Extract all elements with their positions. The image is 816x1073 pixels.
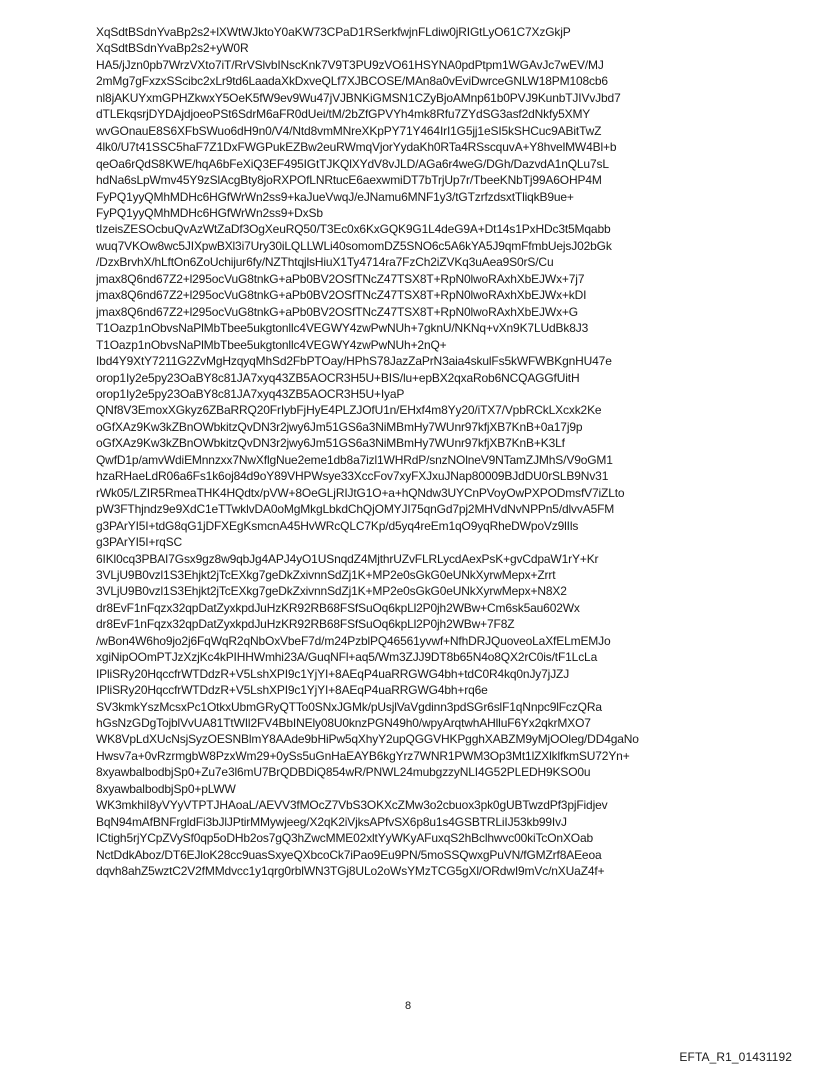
text-line: dTLEkqsrjDYDAjdjoeoPSt6SdrM6aFR0dUei/tM/2bZfGPVYh4mk8Rfu7ZYdSG3asf2dNkfy5XMY bbox=[96, 107, 591, 122]
text-line: XqSdtBSdnYvaBp2s2+yW0R bbox=[96, 41, 249, 56]
text-line: 4lk0/U7t41SSC5haF7Z1DxFWGPukEZBw2euRWmqVjorYydaKh0RTa4RSscquvA+Y8hvelMW4Bl+b bbox=[96, 140, 617, 155]
text-line: XqSdtBSdnYvaBp2s2+lXWtWJktoY0aKW73CPaD1RSerkfwjnFLdiw0jRIGtLyO61C7XzGkjP bbox=[96, 25, 571, 39]
text-line: /DzxBrvhX/hLftOn6ZoUchijur6fy/NZThtqjlsHiuX1Ty4714ra7FzCh2iZVKq3uAea9S0rS/Cu bbox=[96, 255, 554, 270]
text-line: jmax8Q6nd67Z2+l295ocVuG8tnkG+aPb0BV2OSfTNcZ47TSX8T+RpN0lwoRAxhXbEJWx+G bbox=[96, 304, 578, 319]
text-line: orop1Iy2e5py23OaBY8c81JA7xyq43ZB5AOCR3H5U+BIS/lu+epBX2qxaRob6NCQAGGfUitH bbox=[96, 370, 580, 385]
text-line: WK8VpLdXUcNsjSyzOESNBlmY8AAde9bHiPw5qXhyY2upQGGVHKPgghXABZM9yMjOOleg/DD4gaNo bbox=[96, 732, 639, 747]
text-line: NctDdkAboz/DT6EJloK28cc9uasSxyeQXbcoCk7iPao9Eu9PN/5moSSQwxgPuVN/fGMZrf8AEeoa bbox=[96, 847, 602, 862]
text-line: tIzeisZESOcbuQvAzWtZaDf3OgXeuRQ50/T3Ec0x6KxGQK9G1L4deG9A+Dt14s1PxHDc3t5Mqabb bbox=[96, 222, 611, 237]
text-line: WK3mkhiI8yVYyVTPTJHAoaL/AEVV3fMOcZ7VbS3OKXcZMw3o2cbuox3pk0gUBTwzdPf3pjFidjev bbox=[96, 798, 608, 813]
text-line: hzaRHaeLdR06a6Fs1k6oj84d9oY89VHPWsye33XccFov7xyFXJxuJNap80009BJdDU0rSLB9Nv31 bbox=[96, 469, 609, 484]
text-line: hdNa6sLpWmv45Y9zSlAcgBty8joRXPOfLNRtucE6aexwmiDT7bTrjUp7r/TbeeKNbTj99A6OHP4M bbox=[96, 173, 602, 188]
text-line: pW3FThjndz9e9XdC1eTTwklvDA0oMgMkgLbkdChQjOMYJI75qnGd7pj2MHVdNvNPPn5/dlvvA5FM bbox=[96, 502, 615, 517]
text-line: T1Oazp1nObvsNaPlMbTbee5ukgtonllc4VEGWY4zwPwNUh+7gknU/NKNq+vXn9K7LUdBk8J3 bbox=[96, 321, 589, 336]
text-line: QwfD1p/amvWdiEMnnzxx7NwXflgNue2eme1db8a7izl1WHRdP/snzNOlneV9NTamZJMhS/V9oGM1 bbox=[96, 452, 613, 467]
text-line: g3PArYI5I+tdG8qG1jDFXEgKsmcnA45HvWRcQLC7Kp/d5yq4reEm1qO9yqRheDWpoVz9lIls bbox=[96, 518, 579, 533]
text-line: rWk05/LZIR5RmeaTHK4HQdtx/pVW+8OeGLjRIJtG1O+a+hQNdw3UYCnPVoyOwPXPODmsfV7iZLto bbox=[96, 485, 625, 500]
text-line: 2mMg7gFxzxSScibc2xLr9td6LaadaXkDxveQLf7XJBCOSE/MAn8a0vEviDwrceGNLW18PM108cb6 bbox=[96, 74, 608, 89]
text-line: oGfXAz9Kw3kZBnOWbkitzQvDN3r2jwy6Jm51GS6a3NiMBmHy7WUnr97kfjXB7KnB+0a17j9p bbox=[96, 419, 583, 434]
text-line: 8xyawbalbodbjSp0+Zu7e3l6mU7BrQDBDiQ854wR/PNWL24mubgzzyNLI4G52PLEDH9KSO0u bbox=[96, 765, 591, 780]
text-line: dr8EvF1nFqzx32qpDatZyxkpdJuHzKR92RB68FSfSuOq6kpLl2P0jh2WBw+7F8Z bbox=[96, 617, 515, 632]
text-line: ICtigh5rjYCpZVySf0qp5oDHb2os7gQ3hZwcMME02xltYyWKyAFuxqS2hBclhwvc00kiTcOnXOab bbox=[96, 831, 594, 846]
text-line: /wBon4W6ho9jo2j6FqWqR2qNbOxVbeF7d/m24PzblPQ46561yvwf+NfhDRJQuoveoLaXfELmEMJo bbox=[96, 633, 611, 648]
text-line: wuq7VKOw8wc5JIXpwBXl3i7Ury30iLQLLWLi40somomDZ5SNO6c5A6kYA5J9qmFfmbUejsJ02bGk bbox=[96, 238, 612, 253]
text-line: T1Oazp1nObvsNaPlMbTbee5ukgtonllc4VEGWY4zwPwNUh+2nQ+ bbox=[96, 337, 447, 352]
text-line: oGfXAz9Kw3kZBnOWbkitzQvDN3r2jwy6Jm51GS6a3NiMBmHy7WUnr97kfjXB7KnB+K3Lf bbox=[96, 436, 565, 451]
text-line: 6IKl0cq3PBAI7Gsx9gz8w9qbJg4APJ4yO1USnqdZ4MjthrUZvFLRLycdAexPsK+gvCdpaW1rY+Kr bbox=[96, 551, 599, 566]
text-line: qeOa6rQdS8KWE/hqA6bFeXiQ3EF495IGtTJKQlXYdV8vJLD/AGa6r4weG/DGh/DazvdA1nQLu7sL bbox=[96, 156, 609, 171]
text-line: IPliSRy20HqccfrWTDdzR+V5LshXPI9c1YjYI+8AEqP4uaRRGWG4bh+tdC0R4kq0nJy7jJZJ bbox=[96, 666, 570, 681]
text-line: hGsNzGDgTojblVvUA81TtWIl2FV4BbINEly08U0knzPGN49h0/wpyArqtwhAHlluF6Yx2qkrMXO7 bbox=[96, 716, 591, 731]
text-line: HA5/jJzn0pb7WrzVXto7iT/RrVSlvbINscKnk7V9T3PU9zVO61HSYNA0pdPtpm1WGAvJc7wEV/MJ bbox=[96, 57, 604, 72]
text-line: 8xyawbalbodbjSp0+pLWW bbox=[96, 781, 236, 796]
text-line: dqvh8ahZ5wztC2V2fMMdvcc1y1qrg0rblWN3TGj8ULo2oWsYMzTCG5gXl/ORdwI9mVc/nXUaZ4f+ bbox=[96, 864, 605, 879]
text-line: 3VLjU9B0vzl1S3Ehjkt2jTcEXkg7geDkZxivnnSdZj1K+MP2e0sGkG0eUNkXyrwMepx+N8X2 bbox=[96, 584, 567, 599]
text-line: QNf8V3EmoxXGkyz6ZBaRRQ20FrIybFjHyE4PLZJOfU1n/EHxf4m8Yy20/iTX7/VpbRCkLXcxk2Ke bbox=[96, 403, 602, 418]
text-line: wvGOnauE8S6XFbSWuo6dH9n0/V4/Ntd8vmMNreXKpPY71Y464IrI1G5jj1eSI5kSHCuc9ABitTwZ bbox=[96, 123, 602, 138]
text-line: FyPQ1yyQMhMDHc6HGfWrWn2ss9+DxSb bbox=[96, 205, 323, 220]
text-line: xgiNipOOmPTJzXzjKc4kPIHHWmhi23A/GuqNFl+aq5/Wm3ZJJ9DT8b65N4o8QX2rC0is/tF1LcLa bbox=[96, 650, 598, 665]
text-line: 3VLjU9B0vzl1S3Ehjkt2jTcEXkg7geDkZxivnnSdZj1K+MP2e0sGkG0eUNkXyrwMepx+Zrrt bbox=[96, 567, 556, 582]
text-line: g3PArYI5I+rqSC bbox=[96, 535, 183, 550]
page-number: 8 bbox=[404, 1000, 412, 1012]
text-line: orop1Iy2e5py23OaBY8c81JA7xyq43ZB5AOCR3H5U+IyaP bbox=[96, 386, 405, 401]
text-line: IPliSRy20HqccfrWTDdzR+V5LshXPI9c1YjYI+8AEqP4uaRRGWG4bh+rq6e bbox=[96, 683, 488, 698]
encoded-text-block bbox=[96, 24, 728, 880]
text-line: FyPQ1yyQMhMDHc6HGfWrWn2ss9+kaJueVwqJ/eJNamu6MNF1y3/tGTzrfzdsxtTliqkB9ue+ bbox=[96, 189, 574, 204]
text-line: SV3kmkYszMcsxPc1OtkxUbmGRyQTTo0SNxJGMk/pUsjlVaVgdinn3pdSGr6slF1qNnpc9lFczQRa bbox=[96, 699, 602, 714]
document-id: EFTA_R1_01431192 bbox=[679, 1050, 792, 1064]
text-line: Hwsv7a+0vRzrmgbW8PzxWm29+0ySs5uGnHaEAYB6kgYrz7WNR1PWM3Op3Mt1lZXlklfkmSU72Yn+ bbox=[96, 748, 630, 763]
text-line: BqN94mAfBNFrgldFi3bJlJPtirMMywjeeg/X2qK2iVjksAPfvSX6p8u1s4GSBTRLiIJ53kb99IvJ bbox=[96, 814, 567, 829]
text-line: nl8jAKUYxmGPHZkwxY5OeK5fW9ev9Wu47jVJBNKiGMSN1CZyBjoAMnp61b0PVJ9KunbTJIVvJbd7 bbox=[96, 90, 621, 105]
text-line: jmax8Q6nd67Z2+l295ocVuG8tnkG+aPb0BV2OSfTNcZ47TSX8T+RpN0lwoRAxhXbEJWx+kDI bbox=[96, 288, 587, 303]
text-line: Ibd4Y9XtY7211G2ZvMgHzqyqMhSd2FbPTOay/HPhS78JazZaPrN3aia4skulFs5kWFWBKgnHU47e bbox=[96, 354, 612, 369]
text-line: jmax8Q6nd67Z2+l295ocVuG8tnkG+aPb0BV2OSfTNcZ47TSX8T+RpN0lwoRAxhXbEJWx+7j7 bbox=[96, 271, 585, 286]
text-line: dr8EvF1nFqzx32qpDatZyxkpdJuHzKR92RB68FSfSuOq6kpLl2P0jh2WBw+Cm6sk5au602Wx bbox=[96, 600, 580, 615]
